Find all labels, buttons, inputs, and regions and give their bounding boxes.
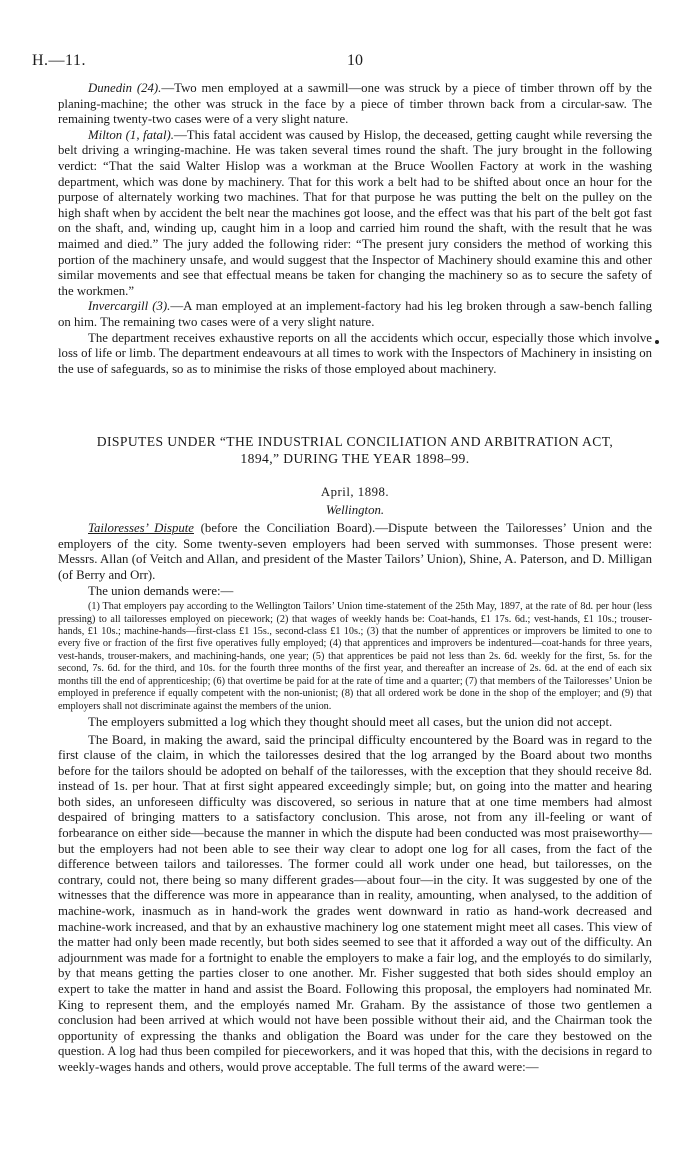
accident-place: Milton (1, fatal). xyxy=(88,127,174,142)
section-title-line: DISPUTES UNDER “THE INDUSTRIAL CONCILIATION AND ARBITRATION ACT, xyxy=(96,434,614,450)
accident-paragraph xyxy=(58,299,652,330)
city-heading: Wellington. xyxy=(325,503,385,518)
section-title xyxy=(58,433,652,467)
page-header xyxy=(32,52,652,76)
award-paragraph: The Board, in making the award, said the principal difficulty encountered by the Board was in regard to the first clause of the claim, in which the tailoresses desired that the log arranged by the Board about two months before for the tailors should be adopted on behalf of the tailoresses, with the exception that they should receive 8d. instead of 1s. per hour. That at first sight appeared exceedingly simple; but, on going into the matter and hearing both sides, an unforeseen difficulty was discovered, so serious in nature that at one time members had almost despaired of bringing matters to a satisfactory conclusion. This arose, not from any ill-feeling or want of forbearance on either side—because the manner in which the dispute had been conducted was most praiseworthy—but the employers had not been able to see their way clear to adopt one log for all cases, from the fact of the difference between tailors and tailoresses. The former could all work under one head, but tailoresses, on the contrary, could not, there being so many different grades—about four—in the city. It was suggested by one of the witnesses that the difference was more in appearance than in reality, amounting, when analysed, to the addition of machine-work, inasmuch as in hand-work the grades went downward in ratio as hand-work decreased and machine-work increased, and that by an exhaustive machinery log one statement might meet all cases. This view of the matter had only been made recently, but both sides seemed to see that it afforded a way out of the difficulty. An adjournment was made for a fortnight to enable the employers to make a fair log, and the employés to do similarly, by that means getting the parties closer to one another. Mr. Fisher suggested that both sides should employ an expert to take the matter in hand and assist the Board. Following this proposal, the employers had nominated Mr. King to represent them, and the employés named Mr. Graham. By the assistance of those two gentlemen a conclusion had been arrived at which would not have been possible without their aid, and the Chairman took the opportunity of expressing the thanks and obligation the Board was under for the care they bestowed on the question. A log had thus been compiled for pieceworkers, and it was hoped that this, with the decisions in regard to weekly-wages hands and others, would prove acceptable. The full terms of the award were:— xyxy=(58,732,652,1074)
page-number: 10 xyxy=(347,52,363,69)
demands-intro: The union demands were:— xyxy=(88,583,234,598)
dispute-intro-text: (before the Conciliation Board).—Dispute between the Tailoresses’ Union and the employers of the city. Some twenty-seven employers had been served with summonses. Those present were: Messrs. Allan (of Veitch and Allan, and president of the Master Tailors’ Union), Shine, A. Paterson, and D. Milligan (of Berry and Orr). xyxy=(58,521,652,583)
accident-text: —A man employed at an implement-factory had his leg broken through a saw-bench falling on him. The remaining two cases were of a very slight nature. xyxy=(58,299,652,329)
accident-paragraph xyxy=(58,81,652,128)
document-reference: H.—11. xyxy=(32,52,86,69)
dispute-section xyxy=(58,521,652,1075)
accident-place: Dunedin (24). xyxy=(88,81,162,95)
accident-text: —This fatal accident was caused by Hislop, the deceased, getting caught while reversing the belt driving a wringing-machine. He was taken several times round the shaft. The jury brought in the following verdict: “That the said Walter Hislop was a workman at the Bruce Woollen Factory at work in the washing department, which was done by machinery. That for this work a belt had to be shifted about once an hour for the purpose of alternately working two machines. That for that purpose he was putting the belt on the pulley on the high shaft when by accident the belt near the machines got loose, and the effect was that his part of the belt got fast on the shaft, and, winding up, caught him in a loop and carried him round the shaft, with the result that he was maimed and died.” The jury added the following rider: “The present jury considers the method of working this portion of the machinery unsafe, and would suggest that the Inspector of Machinery should examine this and other similar movements and see that effectual means be taken for changing the machinery so as to secure the safety of the workmen.” xyxy=(58,127,652,298)
accidents-section xyxy=(58,81,652,377)
dispute-title: Tailoresses’ Dispute xyxy=(88,521,194,536)
accident-place: Invercargill (3). xyxy=(88,299,171,314)
document-page xyxy=(32,52,652,1076)
demands-list: (1) That employers pay according to the Wellington Tailors’ Union time-statement of the 25th May, 1897, at the rate of 8d. per hour (less pressing) to all tailoresses employed on piecework; (2) that wages of weekly hands be: Coat-hands, £1 17s. 6d.; vest-hands, £1 10s.; trouser-hands, £1 10s.; machine-hands—first-class £1 15s., second-class £1 10s.; (3) that the number of apprentices or improvers be limited to one to every five or fraction of the first five operatives fully employed; (4) that apprentices and improvers be indentured—coat-hands for three years, vest-hands, trouser-makers, and machining-hands, one year; (5) that apprentices be paid not less than 2s. 6d. weekly for the first, 5s. for the second, 7s. 6d. for the third, and 10s. for the fourth three months of the first year, and thereafter an increase of 2s. 6d. at the end of each six months till the end of apprenticeship; (6) that overtime be paid for at the rate of time and a quarter; (7) that members of the Tailoresses’ Union be employed in preference if equally competent with the non-unionist; (8) that all ordered work be done in the shop of the employer; and (9) that employers shall not discriminate against the members of the union. xyxy=(58,601,652,712)
accident-text: —Two men employed at a sawmill—one was struck by a piece of timber thrown off by the planing-machine; the other was struck in the face by a piece of timber thrown back from a circular-saw. The remaining twenty-two cases were of a very slight nature. xyxy=(58,81,652,127)
accident-paragraph xyxy=(58,128,652,300)
margin-dot xyxy=(655,340,659,344)
section-title-line: 1894,” DURING THE YEAR 1898–99. xyxy=(240,451,470,467)
department-note: The department receives exhaustive reports on all the accidents which occur, especially those which involve loss of life or limb. The department endeavours at all times to work with the Inspectors of Machinery in insisting on the use of safeguards, so as to minimise the risks of those employed about machinery. xyxy=(58,330,652,376)
employers-log: The employers submitted a log which they thought should meet all cases, but the union did not accept. xyxy=(88,714,613,729)
dispute-intro xyxy=(58,521,652,583)
month-heading: April, 1898. xyxy=(320,485,390,500)
